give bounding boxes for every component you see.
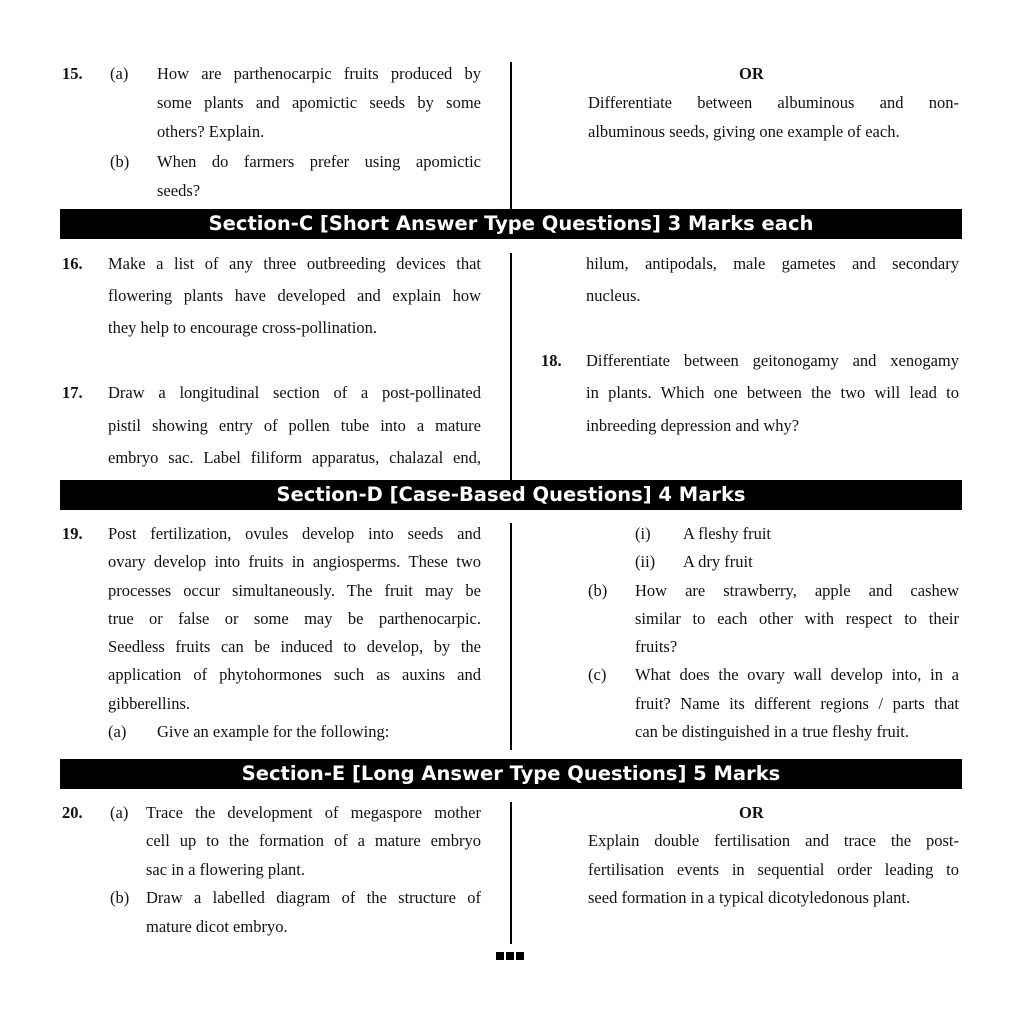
section-e-header: Section-E [Long Answer Type Questions] 5 Marks bbox=[60, 759, 962, 789]
q17-line-1: Draw a longitudinal section of a post-pollinated bbox=[108, 383, 481, 402]
q20-alternative-line-3: seed formation in a typical dicotyledonous plant. bbox=[588, 888, 911, 907]
end-marker-square-icon bbox=[516, 952, 524, 960]
question-number-20: 20. bbox=[62, 803, 83, 822]
q17-continued-line-2: nucleus. bbox=[586, 286, 641, 305]
q19-part-c-label: (c) bbox=[588, 665, 607, 684]
q15-part-a-line-2: some plants and apomictic seeds by some bbox=[157, 93, 481, 112]
q20-alternative-line-2: fertilisation events in sequential order leading to bbox=[588, 860, 959, 879]
q15-part-a-line-3: others? Explain. bbox=[157, 122, 265, 141]
q19-part-a-text: Give an example for the following: bbox=[157, 722, 390, 741]
column-divider-4 bbox=[510, 802, 512, 944]
q19-subpart-i-label: (i) bbox=[635, 524, 651, 543]
q17-line-3: embryo sac. Label filiform apparatus, chalazal end, bbox=[108, 448, 481, 467]
q17-continued-line-1: hilum, antipodals, male gametes and secondary bbox=[586, 254, 959, 273]
q20-alternative-line-1: Explain double fertilisation and trace the post- bbox=[588, 831, 959, 850]
q20-part-a-line-2: cell up to the formation of a mature embryo bbox=[146, 831, 481, 850]
q19-part-c-line-1: What does the ovary wall develop into, in a bbox=[635, 665, 959, 684]
q16-line-1: Make a list of any three outbreeding devices that bbox=[108, 254, 481, 273]
end-marker-square-icon bbox=[506, 952, 514, 960]
q15-or-label: OR bbox=[739, 64, 764, 83]
q19-part-c-line-2: fruit? Name its different regions / parts that bbox=[635, 694, 959, 713]
q19-part-b-line-2: similar to each other with respect to their bbox=[635, 609, 959, 628]
q15-alternative-line-2: albuminous seeds, giving one example of each. bbox=[588, 122, 900, 141]
q19-line-3: processes occur simultaneously. The fruit may be bbox=[108, 581, 481, 600]
q19-part-a-label: (a) bbox=[108, 722, 127, 741]
column-divider-1 bbox=[510, 62, 512, 210]
question-number-15: 15. bbox=[62, 64, 83, 83]
question-number-16: 16. bbox=[62, 254, 83, 273]
q19-subpart-i-text: A fleshy fruit bbox=[683, 524, 771, 543]
q15-part-b-line-2: seeds? bbox=[157, 181, 201, 200]
q15-part-b-line-1: When do farmers prefer using apomictic bbox=[157, 152, 481, 171]
q15-part-b-label: (b) bbox=[110, 152, 130, 171]
end-marker-square-icon bbox=[496, 952, 504, 960]
column-divider-2 bbox=[510, 253, 512, 480]
q19-part-c-line-3: can be distinguished in a true fleshy fruit. bbox=[635, 722, 910, 741]
column-divider-3 bbox=[510, 523, 512, 750]
q18-line-1: Differentiate between geitonogamy and xenogamy bbox=[586, 351, 959, 370]
q15-part-a-line-1: How are parthenocarpic fruits produced by bbox=[157, 64, 481, 83]
q16-line-2: flowering plants have developed and explain how bbox=[108, 286, 481, 305]
q17-line-2: pistil showing entry of pollen tube into a mature bbox=[108, 416, 481, 435]
q19-part-b-line-3: fruits? bbox=[635, 637, 678, 656]
q15-alternative-line-1: Differentiate between albuminous and non- bbox=[588, 93, 959, 112]
q18-line-2: in plants. Which one between the two will lead to bbox=[586, 383, 959, 402]
section-c-header: Section-C [Short Answer Type Questions] 3 Marks each bbox=[60, 209, 962, 239]
q19-subpart-ii-text: A dry fruit bbox=[683, 552, 753, 571]
question-number-18: 18. bbox=[541, 351, 562, 370]
q19-subpart-ii-label: (ii) bbox=[635, 552, 656, 571]
q20-or-label: OR bbox=[739, 803, 764, 822]
q19-line-2: ovary develop into fruits in angiosperms. These two bbox=[108, 552, 481, 571]
q19-line-5: Seedless fruits can be induced to develop, by the bbox=[108, 637, 481, 656]
q20-part-b-label: (b) bbox=[110, 888, 130, 907]
q19-line-6: application of phytohormones such as auxins and bbox=[108, 665, 481, 684]
question-number-19: 19. bbox=[62, 524, 83, 543]
q19-part-b-line-1: How are strawberry, apple and cashew bbox=[635, 581, 959, 600]
q20-part-b-line-2: mature dicot embryo. bbox=[146, 917, 288, 936]
q20-part-a-label: (a) bbox=[110, 803, 129, 822]
question-number-17: 17. bbox=[62, 383, 83, 402]
q19-line-7: gibberellins. bbox=[108, 694, 191, 713]
q19-line-1: Post fertilization, ovules develop into seeds and bbox=[108, 524, 481, 543]
q15-part-a-label: (a) bbox=[110, 64, 129, 83]
q16-line-3: they help to encourage cross-pollination. bbox=[108, 318, 377, 337]
q20-part-b-line-1: Draw a labelled diagram of the structure of bbox=[146, 888, 481, 907]
q18-line-3: inbreeding depression and why? bbox=[586, 416, 800, 435]
q19-part-b-label: (b) bbox=[588, 581, 608, 600]
end-of-page-marker bbox=[496, 952, 524, 960]
section-d-header: Section-D [Case-Based Questions] 4 Marks bbox=[60, 480, 962, 510]
q19-line-4: true or false or some may be parthenocarpic. bbox=[108, 609, 481, 628]
q20-part-a-line-1: Trace the development of megaspore mother bbox=[146, 803, 481, 822]
q20-part-a-line-3: sac in a flowering plant. bbox=[146, 860, 305, 879]
